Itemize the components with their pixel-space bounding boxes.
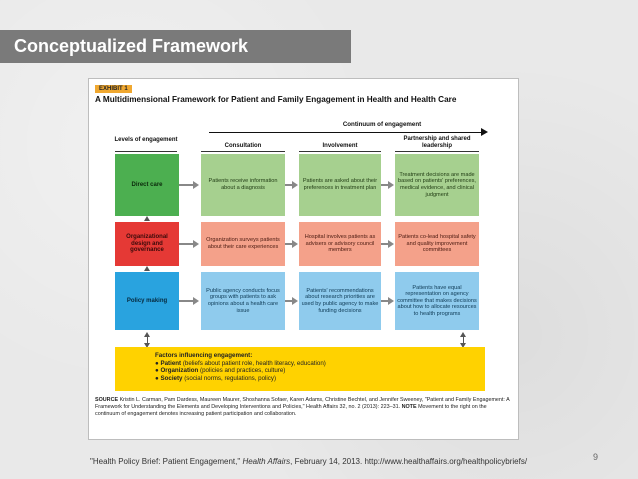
source-text: Kristin L. Carman, Pam Dardess, Maureen Maurer, Shoshanna Sofaer, Karen Adams, Christine Bechtel, and Jennifer Sweeney, "Patient and Family Engagement: A Framework for Understanding the Elements and Developing Interventions and Policies," Health Affairs 32, no. 2 (2013): 223–31. [95, 397, 510, 410]
arrow-right-icon [193, 181, 199, 189]
bullet-icon: ● [155, 374, 159, 382]
arrow-right-icon [292, 181, 298, 189]
factor-name: Patient [160, 359, 182, 367]
col-consultation: Consultation [224, 143, 262, 149]
citation-pre: "Health Policy Brief: Patient Engagement," [90, 457, 243, 466]
exhibit-label: EXHIBIT 1 [95, 85, 132, 93]
arrow-right-icon [388, 181, 394, 189]
level-organizational: Organizational design and governance [115, 222, 179, 266]
col-involvement-rule [299, 151, 381, 152]
factor-item [155, 360, 485, 368]
citation-post: , February 14, 2013. http://www.healthaffairs.org/healthpolicybriefs/ [290, 457, 528, 466]
col-partnership: Partnership and shared leadership [403, 136, 471, 149]
cell-org-involvement: Hospital involves patients as advisers or advisory council members [299, 222, 381, 266]
source-note [95, 397, 513, 417]
exhibit-figure [88, 78, 519, 440]
page-number: 9 [593, 452, 599, 462]
citation-journal: Health Affairs [242, 457, 291, 466]
bullet-icon: ● [155, 359, 159, 367]
continuum-line [209, 132, 484, 133]
cell-org-consultation: Organization surveys patients about their care experiences [201, 222, 285, 266]
arrow-right-icon [292, 240, 298, 248]
exhibit-title: A Multidimensional Framework for Patient and Family Engagement in Health and Health Care [95, 95, 457, 104]
continuum-label: Continuum of engagement [342, 121, 422, 128]
cell-org-partnership: Patients co-lead hospital safety and quality improvement committees [395, 222, 479, 266]
cell-direct-involvement: Patients are asked about their preferences in treatment plan [299, 154, 381, 216]
continuum-arrow-icon [481, 128, 488, 136]
note-text: Movement to the right on the continuum of engagement denotes increasing patient participation and collaboration. [95, 403, 487, 417]
cell-policy-involvement: Patients' recommendations about research priorities are used by public agency to make funding decisions [299, 272, 381, 330]
factors-box [115, 347, 485, 391]
arrow-right-icon [193, 240, 199, 248]
factor-detail: (policies and practices, culture) [200, 367, 286, 375]
cell-policy-consultation: Public agency conducts focus groups with patients to ask opinions about a health care issue [201, 272, 285, 330]
arrow-right-icon [388, 297, 394, 305]
factor-detail: (social norms, regulations, policy) [184, 374, 277, 382]
factor-name: Society [160, 374, 183, 382]
arrow-right-icon [388, 240, 394, 248]
factor-item [155, 367, 485, 375]
note-label: NOTE [401, 403, 417, 410]
arrow-line [147, 220, 148, 221]
factor-item [155, 375, 485, 383]
factor-name: Organization [160, 367, 199, 375]
col-partnership-rule [395, 151, 479, 152]
col-levels: Levels of engagement [114, 137, 178, 143]
factors-heading: Factors influencing engagement: [155, 352, 253, 359]
source-label: SOURCE [95, 397, 119, 403]
slide-title: Conceptualized Framework [0, 30, 351, 63]
citation-footer [90, 457, 527, 466]
col-involvement: Involvement [322, 143, 358, 149]
bullet-icon: ● [155, 367, 159, 375]
col-consultation-rule [201, 151, 285, 152]
factor-detail: (beliefs about patient role, health literacy, education) [182, 359, 326, 367]
level-direct-care: Direct care [115, 154, 179, 216]
arrow-right-icon [292, 297, 298, 305]
col-levels-rule [115, 151, 177, 152]
level-policy-making: Policy making [115, 272, 179, 330]
cell-policy-partnership: Patients have equal representation on agency committee that makes decisions about how to allocate resources to health programs [395, 272, 479, 330]
arrow-line [147, 270, 148, 271]
cell-direct-consultation: Patients receive information about a diagnosis [201, 154, 285, 216]
arrow-right-icon [193, 297, 199, 305]
cell-direct-partnership: Treatment decisions are made based on patients' preferences, medical evidence, and clinical judgment [395, 154, 479, 216]
